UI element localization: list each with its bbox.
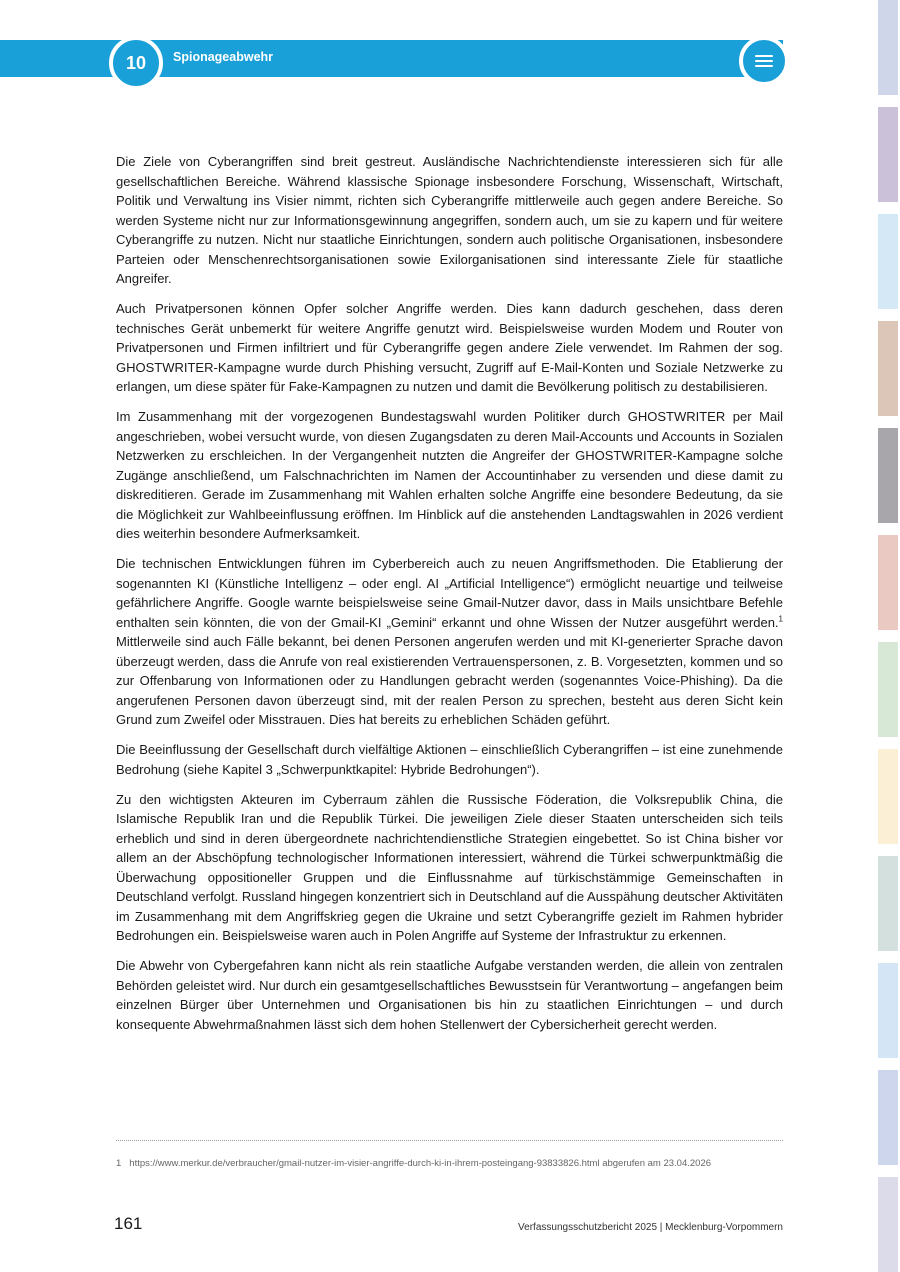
chapter-tab[interactable] xyxy=(878,1070,898,1165)
hamburger-menu-icon-bar xyxy=(755,65,773,67)
paragraph: Zu den wichtigsten Akteuren im Cyberraum zählen die Russische Föderation, die Volksrepublik China, die Islamische Republik Iran und die Republik Türkei. Die jeweiligen Ziele dieser Staaten unterscheiden sich teils erheblich und sind in deren übergeordnete nachrichtendienstliche Strategien eingebettet. So ist China bisher vor allem an der Abschöpfung technologischer Informationen interessiert, während die Türkei schwerpunktmäßig die Überwachung oppositioneller Gruppen und die Einflussnahme auf türkischstämmige Gemeinschaften in Deutschland verfolgt. Russland hingegen konzentriert sich in Deutschland auf die Ausspähung deutscher Aktivitäten im Zusammenhang mit dem Angriffskrieg gegen die Ukraine und setzt Cyberangriffe gezielt im Rahmen hybrider Bedrohungen ein. Beispielsweise waren auch in Polen Angriffe auf Systeme der Infrastruktur zu erkennen. xyxy=(116,791,783,943)
paragraph: Auch Privatpersonen können Opfer solcher Angriffe werden. Dies kann dadurch geschehen, dass deren technisches Gerät unbemerkt für weitere Angriffe genutzt wird. Beispielsweise wurden Modem und Router von Privatpersonen und Firmen infiltriert und für Cyberangriffe gegen andere Ziele verwendet. Im Rahmen der sog. GHOSTWRITER-Kampagne wurde durch Phishing versucht, Zugriff auf E-Mail-Konten und Soziale Netzwerke zu erlangen, um diese später für Fake-Kampagnen zu nutzen und damit die Bevölkerung politisch zu destabilisieren. xyxy=(116,301,783,394)
chapter-tab[interactable] xyxy=(878,321,898,416)
page-number: 161 xyxy=(114,1214,143,1233)
chapter-number-badge[interactable]: 10 xyxy=(109,36,163,90)
chapter-tab[interactable] xyxy=(878,749,898,844)
chapter-tab[interactable] xyxy=(878,963,898,1058)
chapter-tab[interactable] xyxy=(878,107,898,202)
footnote xyxy=(116,1158,816,1169)
chapter-tab[interactable] xyxy=(878,0,898,95)
footnote-number: 1 xyxy=(116,1158,122,1169)
chapter-index-tabs xyxy=(878,0,898,1272)
paragraph: Die Abwehr von Cybergefahren kann nicht als rein staatliche Aufgabe verstanden werden, die allein von zentralen Behörden geleistet wird. Nur durch ein gesamtgesellschaftliches Bewusstsein für Verantwortung – angefangen beim einzelnen Bürger über Unternehmen und Organisationen bis hin zu staatlichen Einrichtungen – und durch konsequente Abwehrmaßnahmen lässt sich dem hohen Stellenwert der Cybersicherheit gerecht werden. xyxy=(116,958,783,1032)
hamburger-menu-icon xyxy=(755,55,773,57)
chapter-tab[interactable] xyxy=(878,535,898,630)
footnote-link[interactable]: https://www.merkur.de/verbraucher/gmail-nutzer-im-visier-angriffe-durch-ki-in-ihrem-posteingang-93833826.html abgerufen am 23.04.2026 xyxy=(129,1158,712,1169)
chapter-tab[interactable] xyxy=(878,428,898,523)
chapter-tab[interactable] xyxy=(878,1177,898,1272)
paragraph: Die Ziele von Cyberangriffen sind breit gestreut. Ausländische Nachrichtendienste interessieren sich für alle gesellschaftlichen Bereiche. Während klassische Spionage insbesondere Forschung, Wissenschaft, Wirtschaft, Politik und Verwaltung ins Visier nimmt, richten sich Cyberangriffe mittlerweile auch gegen andere Bereiche. So werden Systeme nicht nur zur Informationsgewinnung angegriffen, sondern auch, um sie zu kapern und für weitere Cyberangriffe zu nutzen. Nicht nur staatliche Einrichtungen, sondern auch politische Organisationen, insbesondere Parteien oder Menschenrechtsorganisationen sowie Exilorganisationen sind interessante Ziele für staatliche Angreifer. xyxy=(116,154,783,286)
paragraph-text: Mittlerweile sind auch Fälle bekannt, bei denen Personen angerufen werden und mit KI-generierter Sprache davon überzeugt werden, dass die Anrufe von real existierenden Vertrauenspersonen, z. B. Vorgesetzten, kommen und so zur Offenbarung von Informationen oder zu Handlungen gebracht werden (sogenanntes Voice-Phishing). Da die angerufenen Personen davon überzeugt sind, mit der realen Person zu sprechen, besteht aus deren Sicht kein Grund zum Zweifel oder Misstrauen. Dies hat bereits zu erheblichen Schäden geführt. xyxy=(116,634,783,727)
chapter-tab[interactable] xyxy=(878,214,898,309)
body-text xyxy=(116,152,783,1045)
menu-button[interactable] xyxy=(739,36,789,86)
publication-title: Verfassungsschutzbericht 2025 | Mecklenburg-Vorpommern xyxy=(518,1222,783,1233)
footnote-reference[interactable]: 1 xyxy=(778,614,783,624)
paragraph xyxy=(116,554,783,730)
chapter-title: Spionageabwehr xyxy=(173,50,274,64)
chapter-tab[interactable] xyxy=(878,856,898,951)
footnote-divider xyxy=(116,1140,783,1141)
paragraph: Im Zusammenhang mit der vorgezogenen Bundestagswahl wurden Politiker durch GHOSTWRITER per Mail angeschrieben, wobei versucht wurde, von diesen Zugangsdaten zu deren Mail-Accounts und Accounts in Sozialen Netzwerken zu erschleichen. In der Vergangenheit nutzten die Angreifer der GHOSTWRITER-Kampagne solche Zugänge anschließend, um Falschnachrichten im Namen der Accountinhaber zu versenden und diese damit zu diskreditieren. Gerade im Zusammenhang mit Wahlen erhalten solche Angriffe eine besondere Bedeutung, da sie die Möglichkeit zur Wahlbeeinflussung eröffnen. Im Hinblick auf die anstehenden Landtagswahlen in 2026 verdient dies weiterhin besondere Aufmerksamkeit. xyxy=(116,409,783,541)
paragraph: Die Beeinflussung der Gesellschaft durch vielfältige Aktionen – einschließlich Cyberangriffen – ist eine zunehmende Bedrohung (siehe Kapitel 3 „Schwerpunktkapitel: Hybride Bedrohungen“). xyxy=(116,742,783,777)
chapter-tab[interactable] xyxy=(878,642,898,737)
paragraph-text: Die technischen Entwicklungen führen im Cyberbereich auch zu neuen Angriffsmethoden. Die Etablierung der sogenannten KI (Künstliche Intelligenz – oder engl. AI „Artificial Intelligence“) ermöglicht neuartige und teilweise gefährlichere Angriffe. Google warnte beispielsweise seine Gmail-Nutzer davor, dass in Mails unsichtbare Befehle enthalten sein könnten, die von der Gmail-KI „Gemini“ erkannt und ohne Wissen der Nutzer ausgeführt werden. xyxy=(116,556,783,630)
hamburger-menu-icon-bar xyxy=(755,60,773,62)
